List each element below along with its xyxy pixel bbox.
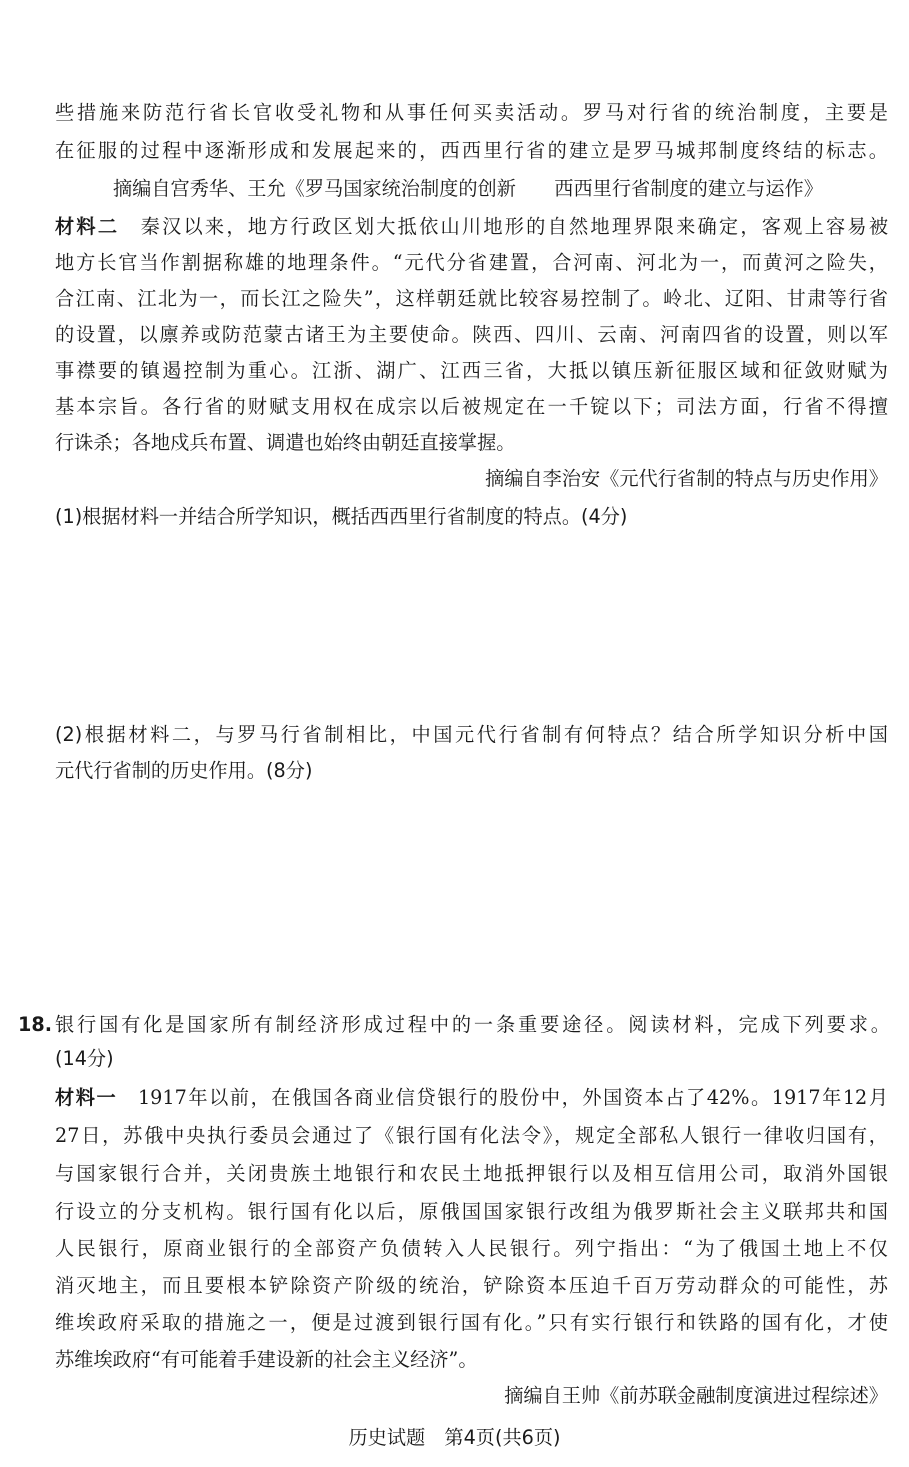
question-number: 18. bbox=[18, 1013, 52, 1036]
source-citation: 摘编自李治安《元代行省制的特点与历史作用》 bbox=[485, 467, 888, 490]
answer-space[interactable] bbox=[55, 794, 888, 1004]
material-line: 地方长官当作割据称雄的地理条件。“元代分省建置，合河南、河北为一，而黄河之险失， bbox=[55, 251, 888, 274]
material-line: 事襟要的镇遏控制为重心。江浙、湖广、江西三省，大抵以镇压新征服区域和征敛财赋为 bbox=[55, 359, 888, 382]
paragraph-line: 在征服的过程中逐渐形成和发展起来的，西西里行省的建立是罗马城邦制度终结的标志。 bbox=[55, 139, 888, 162]
material-line: 的设置，以廪养或防范蒙古诸王为主要使命。陕西、四川、云南、河南四省的设置，则以军 bbox=[55, 323, 888, 346]
sub-question-1: (1)根据材料一并结合所学知识，概括西西里行省制度的特点。(4分) bbox=[55, 505, 628, 528]
material-line: 27日，苏俄中央执行委员会通过了《银行国有化法令》，规定全部私人银行一律收归国有， bbox=[55, 1124, 888, 1147]
material-line: 与国家银行合并，关闭贵族土地银行和农民土地抵押银行以及相互信用公司，取消外国银 bbox=[55, 1162, 888, 1185]
material-line bbox=[55, 1085, 888, 1111]
material-text: 1917年以前，在俄国各商业信贷银行的股份中，外国资本占了42%。1917年12月 bbox=[137, 1086, 888, 1109]
material-line: 行设立的分支机构。银行国有化以后，原俄国国家银行改组为俄罗斯社会主义联邦共和国 bbox=[55, 1200, 888, 1223]
question-stem: (14分) bbox=[55, 1047, 114, 1070]
material-line: 人民银行，原商业银行的全部资产负债转入人民银行。列宁指出：“为了俄国土地上不仅 bbox=[55, 1237, 888, 1260]
material-line: 合江南、江北为一，而长江之险失”，这样朝廷就比较容易控制了。岭北、辽阳、甘肃等行省 bbox=[55, 287, 888, 310]
material-line: 苏维埃政府“有可能着手建设新的社会主义经济”。 bbox=[55, 1348, 478, 1371]
sub-question-2: 元代行省制的历史作用。(8分) bbox=[55, 759, 313, 782]
material-line bbox=[55, 214, 888, 240]
material-line: 基本宗旨。各行省的财赋支用权在成宗以后被规定在一千锭以下；司法方面，行省不得擅 bbox=[55, 395, 888, 418]
question-stem: 银行国有化是国家所有制经济形成过程中的一条重要途径。阅读材料，完成下列要求。 bbox=[55, 1013, 890, 1036]
source-citation: 摘编自王帅《前苏联金融制度演进过程综述》 bbox=[504, 1384, 888, 1407]
material-label: 材料二 bbox=[55, 215, 120, 238]
material-line: 行诛杀；各地戍兵布置、调遣也始终由朝廷直接掌握。 bbox=[55, 431, 516, 454]
source-citation: 摘编自宫秀华、王允《罗马国家统治制度的创新 西西里行省制度的建立与运作》 bbox=[113, 177, 823, 200]
material-line: 维埃政府采取的措施之一，便是过渡到银行国有化。”只有实行银行和铁路的国有化，才使 bbox=[55, 1311, 888, 1334]
page-footer: 历史试题 第4页(共6页) bbox=[348, 1426, 561, 1449]
material-line: 消灭地主，而且要根本铲除资产阶级的统治，铲除资本压迫千百万劳动群众的可能性，苏 bbox=[55, 1274, 888, 1297]
material-label: 材料一 bbox=[55, 1086, 118, 1109]
material-text: 秦汉以来，地方行政区划大抵依山川地形的自然地理界限来确定，客观上容易被 bbox=[140, 215, 888, 238]
answer-space[interactable] bbox=[55, 540, 888, 720]
sub-question-2: (2)根据材料二，与罗马行省制相比，中国元代行省制有何特点？结合所学知识分析中国 bbox=[55, 723, 888, 746]
paragraph-line: 些措施来防范行省长官收受礼物和从事任何买卖活动。罗马对行省的统治制度，主要是 bbox=[55, 101, 888, 124]
